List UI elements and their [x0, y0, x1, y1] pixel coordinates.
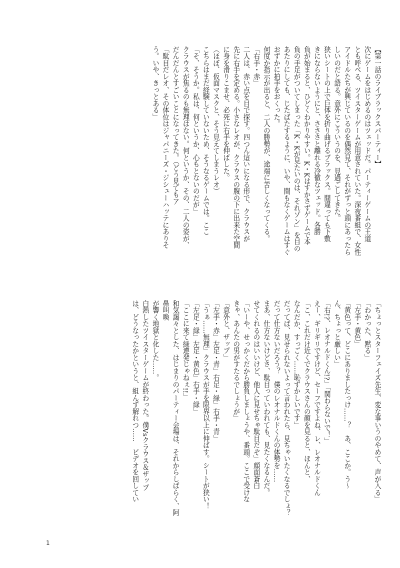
- text-line: えー、ギリギリですけど、セーフですよね、レ、レオナルドくん: [312, 300, 321, 496]
- text-line: 「そ、そうか。私は、何というか、心もとないのだが」: [191, 46, 200, 215]
- text-line: クラウスが焦るのも無理はない。何というか、その、二人の姿が、: [181, 46, 190, 249]
- bottom-text-block: [36, 300, 382, 522]
- text-line: 二人は、赤い点を目で探す。四つん這いになる形で、クラウスが: [241, 46, 250, 242]
- text-line: う。いや、きっとある」: [150, 46, 159, 121]
- text-line: 「右手・赤」: [251, 46, 260, 87]
- text-line: 「わかった、黙る」: [362, 300, 371, 361]
- text-line: 狭いシートの上で巨体を折り曲げるブラックス。間違っても下敷: [322, 46, 331, 242]
- text-line: きゃ、あんたの男がすたるでしょうが」: [231, 300, 240, 422]
- text-line: 「意外と、ザップ」: [221, 300, 230, 361]
- text-line: 「うぁ……無理」クラウスが手を限界以上に伸ばす。シートが狭い！: [201, 300, 210, 510]
- text-line: に身を滑りこませ、必死に右手を伸ばした。: [221, 46, 230, 181]
- text-line: 「左手・黄色」: [352, 300, 361, 348]
- text-line: 「いーや、せっかくだから勝負しましょうや、番頭。ここで受けな: [241, 300, 250, 503]
- text-line: だって仕方ないだろう？ 僕のレオナルドくんの体勢を……: [272, 300, 281, 483]
- text-line: 「こ、これだけ近くでクラウスさんの顔を見ると、ほんと、: [302, 300, 311, 483]
- text-line: おずかに拍手をおくった。: [272, 46, 281, 127]
- text-line: こちらはまだ経験していないため、そうなるゲームでは。ここ: [201, 46, 210, 235]
- text-line: ん、ちょっと厳しい」: [332, 300, 341, 368]
- text-line: とも呼べる、ツイスターゲームが用意されていた。深夜番組で、女性: [352, 46, 361, 256]
- text-line: 何度か指示が出ると、二人の勝勢が、途端に苦しくなってくる。: [261, 46, 270, 242]
- text-line: まあ、仕方ないけどさ、駄目っていわれても、見たくなるんだ。: [261, 300, 270, 496]
- text-line: 次にゲームをはじめるのはツェッドだ。パーティーゲームの王道: [362, 46, 371, 242]
- text-line: なんだか、すっごく……恥ずかしいです」: [292, 300, 301, 429]
- text-line: 「左足・緑」左足・黄色」右手・緑」: [191, 300, 200, 415]
- text-line: 和気藹々とした、はじまりのパーティー会場は、それからしばらく、阿鼻叫喚: [161, 300, 180, 516]
- text-line: は、どうなったかというと、組んず解れつ…… ビデオを回してい: [130, 300, 139, 503]
- text-line: （ほぼ、仮面マスクと、そう見えてしまうレオ）: [211, 46, 220, 195]
- text-line: きにならないようにと、さささと離れる冷徹なツェッド。各勝: [312, 46, 321, 235]
- text-line: 負が始まると、ひどくわかりやすい。K・Kはすかさずゲームで本: [302, 46, 311, 246]
- text-line: 「左手・赤」左足・青」右足・緑」右手・青」: [211, 300, 220, 442]
- text-line: 【第一話のライブラックスパーティー】: [373, 46, 381, 168]
- text-line: しいのだと語る。意外にこういうのを、見過ごしてきた。: [332, 46, 341, 222]
- text-line: 負の手足がついてしまった「K・Kが見たいのは、それゾン」を目の: [292, 46, 301, 252]
- text-line: 先に右手を定める。小さなレオが、クラウスの腹の下に出来た空間: [231, 46, 240, 249]
- text-line: が響く地獄と化した……。: [150, 300, 159, 381]
- text-line: アイドルたちが興じているのを偶然見て、それがずっと頭にあったら: [342, 46, 351, 256]
- text-line: 「駄目だレオ、その体位はジャパニーズ・ジシューハッテにありそ: [161, 46, 170, 249]
- page-number: 1: [46, 540, 50, 547]
- text-line: だってば、見せられないよって言われたら、見ちゃいたくなるでしょ？: [282, 300, 291, 516]
- text-line: 「ちょっとスターフェイズ先生、変な事いうのやめて、声が入る」: [373, 300, 381, 503]
- text-line: だんだんとすごいことになってきた。（どう見てもア: [171, 46, 180, 205]
- text-line: せてくれるのはいいけど、他人に見せちゃ駄目だぞ」顔面蒼白: [251, 300, 260, 489]
- text-line: あたりにしても、じたばたするように、いや、間もなくゲームはすぐ: [282, 46, 291, 256]
- text-line: 「右!?、レオナルドくん!?」「関わらないで！」: [322, 300, 331, 445]
- text-line: 「ここに来て緑連発じゃねぇ!!」: [181, 300, 190, 400]
- text-line: 白熱したツイスターゲームが終わった。僕Vsクラウス＆ザップ: [140, 300, 149, 491]
- top-text-block: [36, 46, 382, 268]
- text-line: 「黄色って、どこにありましたっけ……？ あ、ここか。う～: [342, 300, 351, 489]
